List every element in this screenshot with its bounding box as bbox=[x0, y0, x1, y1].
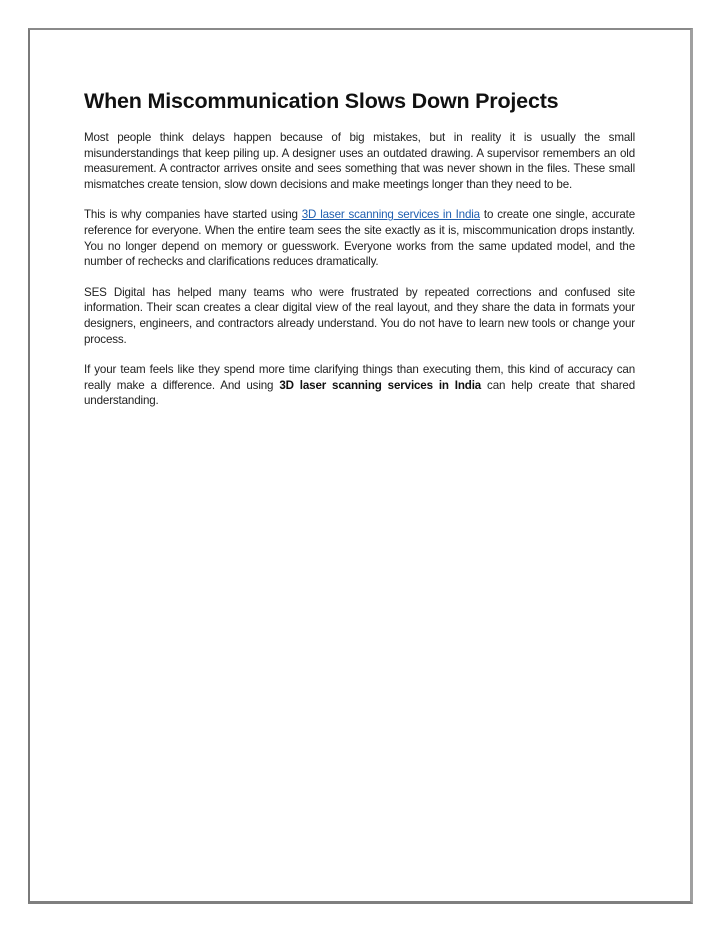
paragraph-4-rest: can help create that shared understanding. bbox=[84, 378, 636, 408]
paragraph-3: SES Digital has helped many teams who were frustrated by repeated corrections and confused site information. Their scan creates a clear digital view of the real layout, and they share the data in formats your designers, engineers, and contractors already understand. You do not have to learn new tools or change your process. bbox=[84, 285, 635, 346]
paragraph-2-rest: to create one single, accurate reference for everyone. When the entire team sees the site exactly as it is, miscommunication drops instantly. You no longer depend on memory or guesswork. Everyone works from the same updated model, and the number of rechecks and clarifications reduces dramatically. bbox=[84, 208, 635, 269]
paragraph-4-intro: If your team feels like they spend more time clarifying things than executing them, this kind of accuracy can really make a difference. And using bbox=[84, 363, 635, 392]
laser-scanning-bold-text: 3D laser scanning services in India bbox=[279, 378, 482, 392]
paragraph-4 bbox=[84, 362, 635, 409]
document-title: When Miscommunication Slows Down Projects bbox=[84, 89, 559, 113]
laser-scanning-link[interactable]: 3D laser scanning services in India bbox=[301, 208, 480, 222]
paragraph-1: Most people think delays happen because of big mistakes, but in reality it is usually the small misunderstandings that keep piling up. A designer uses an outdated drawing. A supervisor remembers an old measurement. A contractor arrives onsite and sees something that was never shown in the files. These small mismatches create tension, slow down decisions and make meetings longer than they need to be. bbox=[84, 131, 635, 191]
paragraph-2-intro: This is why companies have started using bbox=[84, 208, 302, 222]
document-body bbox=[84, 86, 635, 409]
paragraph-2 bbox=[84, 207, 635, 269]
